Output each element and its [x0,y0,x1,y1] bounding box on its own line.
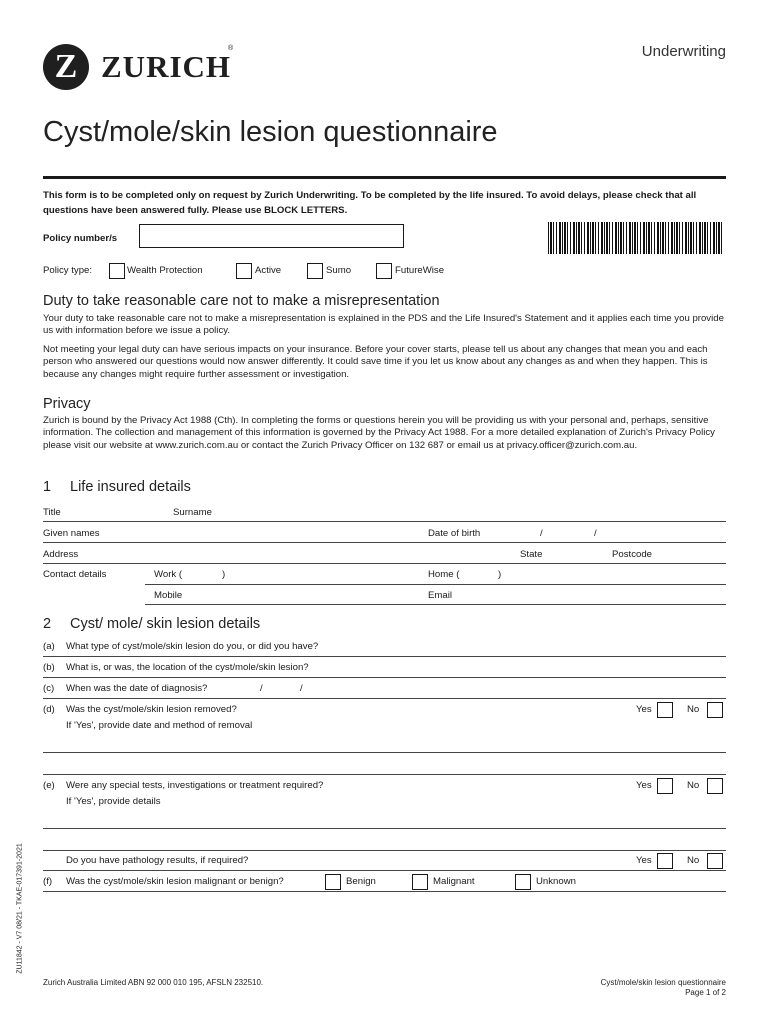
pathology-yes-checkbox[interactable] [657,853,673,869]
unknown-label: Unknown [536,876,576,887]
question-e-yes-label: Yes [636,780,652,791]
section-2-number: 2 [43,616,52,632]
question-e-answer-line [43,828,726,829]
question-d: Was the cyst/mole/skin lesion removed? [66,704,237,715]
mobile-label: Mobile [154,590,183,601]
work-phone-label: Work ( [154,569,183,580]
zurich-logo-wordmark: ZURICH [101,49,232,84]
policy-type-wealth-protection-checkbox[interactable] [109,263,125,279]
pathology-yes-label: Yes [636,855,652,866]
unknown-checkbox[interactable] [515,874,531,890]
footer-page-number: Page 1 of 2 [685,988,726,997]
pathology-line [43,870,726,871]
question-e-end-line [43,850,726,851]
state-label: State [520,549,543,560]
duty-heading: Duty to take reasonable care not to make a misrepresentation [43,293,440,309]
question-e: Were any special tests, investigations or treatment required? [66,780,324,791]
contact-details-label: Contact details [43,569,107,580]
duty-paragraph-1: Your duty to take reasonable care not to make a misrepresentation is explained in the PDS and the Life Insured's Statement and it applies each time you provide us with information before we issue a policy. [43,313,724,337]
email-label: Email [428,590,452,601]
question-c-letter: (c) [43,683,55,694]
intro-instructions: This form is to be completed only on request by Zurich Underwriting. To be completed by the life insured. To avoid delays, please check that all questions have been answered fully. Please use BLOCK LETTERS. [43,190,697,216]
question-d-letter: (d) [43,704,55,715]
question-b-letter: (b) [43,662,55,673]
registered-mark: ® [228,45,234,52]
policy-type-sumo-checkbox[interactable] [307,263,323,279]
home-phone-label: Home ( [428,569,460,580]
privacy-heading: Privacy [43,396,91,412]
question-f-line [43,891,726,892]
question-d-no-checkbox[interactable] [707,702,723,718]
policy-type-active-checkbox[interactable] [236,263,252,279]
section-1-number: 1 [43,479,52,495]
question-d-sub: If 'Yes', provide date and method of removal [66,720,253,731]
section-2-heading: Cyst/ mole/ skin lesion details [70,616,261,632]
policy-type-futurewise-checkbox[interactable] [376,263,392,279]
question-e-yes-checkbox[interactable] [657,778,673,794]
question-a-line [43,656,726,657]
question-d-answer-line [43,752,726,753]
question-e-sub: If 'Yes', provide details [66,796,161,807]
barcode [548,222,724,254]
given-names-label: Given names [43,528,100,539]
malignant-checkbox[interactable] [412,874,428,890]
question-d-end-line [43,774,726,775]
question-a: What type of cyst/mole/skin lesion do you, or did you have? [66,641,319,652]
malignant-label: Malignant [433,876,475,887]
address-label: Address [43,549,79,560]
address-row-line [43,563,726,564]
zurich-logo-icon: Z [43,44,89,90]
policy-type-wealth-protection-label: Wealth Protection [127,265,203,276]
department-label: Underwriting [641,43,726,60]
contact-row-line [145,584,726,585]
postcode-label: Postcode [612,549,653,560]
benign-checkbox[interactable] [325,874,341,890]
question-d-no-label: No [687,704,700,715]
given-names-row-line [43,542,726,543]
title-row-line [43,521,726,522]
question-c-line [43,698,726,699]
policy-number-label: Policy number/s [43,233,118,244]
policy-type-active-label: Active [255,265,282,276]
title-divider [43,176,726,179]
mobile-row-line [145,604,726,605]
pathology-no-checkbox[interactable] [707,853,723,869]
question-b: What is, or was, the location of the cyst/mole/skin lesion? [66,662,309,673]
question-e-no-label: No [687,780,700,791]
home-phone-paren: ) [498,569,502,580]
question-e-no-checkbox[interactable] [707,778,723,794]
duty-paragraph-2: Not meeting your legal duty can have serious impacts on your insurance. Before your cover starts, please tell us about any changes that mean you and each person who answered our questions would now answer differently. It could save time if you let us know about any changes as and when they happen. This is because any changes might require further assessment or investigation. [43,344,708,380]
policy-type-futurewise-label: FutureWise [395,265,445,276]
page-title: Cyst/mole/skin lesion questionnaire [43,116,498,148]
footer-document-name: Cyst/mole/skin lesion questionnaire [600,978,726,987]
policy-type-label: Policy type: [43,265,93,276]
benign-label: Benign [346,876,376,887]
question-a-letter: (a) [43,641,55,652]
form-code: ZU11842 - V7 08/21 - TKAE-017391-2021 [16,843,24,974]
footer-company: Zurich Australia Limited ABN 92 000 010 195, AFSLN 232510. [43,978,264,987]
pathology-no-label: No [687,855,700,866]
policy-number-input[interactable] [139,224,404,248]
work-phone-paren: ) [222,569,226,580]
question-f: Was the cyst/mole/skin lesion malignant or benign? [66,876,284,887]
surname-label: Surname [173,507,212,518]
question-c: When was the date of diagnosis? [66,683,208,694]
diagnosis-date-separator-1: / [260,683,263,694]
title-label: Title [43,507,61,518]
question-e-letter: (e) [43,780,55,791]
question-d-yes-label: Yes [636,704,652,715]
diagnosis-date-separator-2: / [300,683,303,694]
pathology-question: Do you have pathology results, if required? [66,855,249,866]
question-d-yes-checkbox[interactable] [657,702,673,718]
question-b-line [43,677,726,678]
dob-separator-2: / [594,528,597,539]
question-f-letter: (f) [43,876,53,887]
privacy-paragraph: Zurich is bound by the Privacy Act 1988 (Cth). In completing the forms or questions herein you will be providing us with your personal and, perhaps, sensitive information. The collection and management of this information is governed by the Privacy Act 1988. For a more detailed explanation of Zurich's Privacy Policy please visit our website at www.zurich.com.au or contact the Zurich Privacy Officer on 132 687 or email us at privacy.officer@zurich.com.au. [43,415,715,451]
policy-type-sumo-label: Sumo [326,265,352,276]
date-of-birth-label: Date of birth [428,528,481,539]
dob-separator-1: / [540,528,543,539]
section-1-heading: Life insured details [70,479,191,495]
